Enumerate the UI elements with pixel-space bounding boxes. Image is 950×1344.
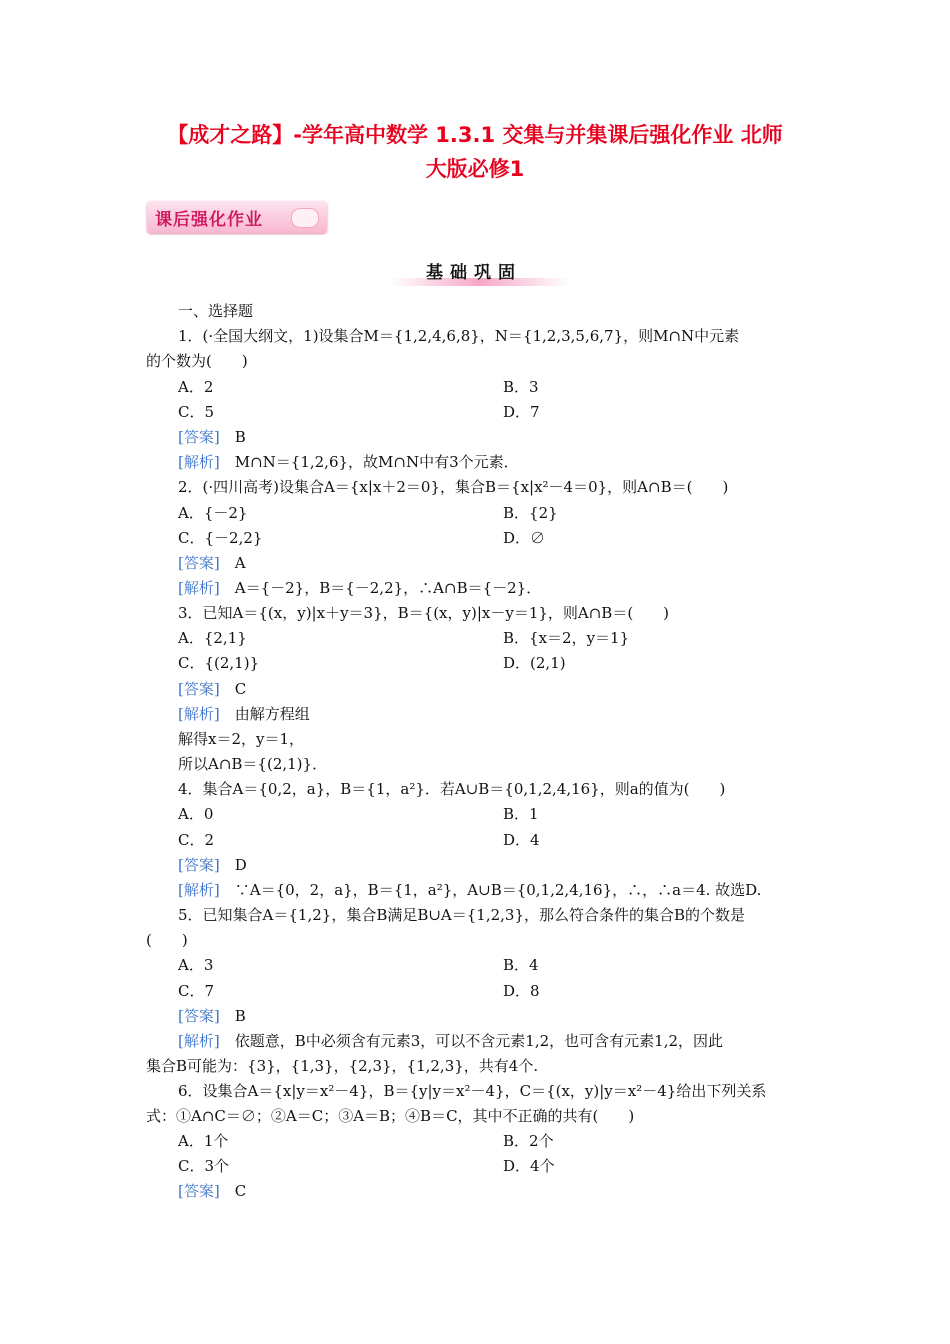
q4-explanation xyxy=(178,879,761,901)
q2-option-d: D．∅ xyxy=(503,529,546,547)
q5-answer xyxy=(178,1005,246,1027)
q3-option-c: C．{(2,1)} xyxy=(178,654,260,672)
q3-option-d: D．(2,1) xyxy=(503,654,566,672)
banner-label: 课后强化作业 xyxy=(155,210,263,230)
q6-option-c: C．3个 xyxy=(178,1157,230,1175)
explanation-tag: [解析] xyxy=(178,705,220,723)
q3-answer xyxy=(178,678,246,700)
q2-option-b: B．{2} xyxy=(503,504,558,522)
answer-tag: [答案] xyxy=(178,856,220,874)
q3-explanation-line3: 所以A∩B＝{(2,1)}． xyxy=(178,755,328,773)
q1-explanation xyxy=(178,451,519,473)
q4-option-d: D．4 xyxy=(503,831,540,849)
q6-stem-line2: 式：①A∩C＝∅；②A＝C；③A＝B；④B＝C，其中不正确的共有( ) xyxy=(146,1107,635,1125)
q1-answer xyxy=(178,426,246,448)
answer-tag: [答案] xyxy=(178,554,220,572)
q1-option-d: D．7 xyxy=(503,403,540,421)
q5-option-c: C．7 xyxy=(178,982,215,1000)
q4-option-a: A．0 xyxy=(178,805,214,823)
title-line-2: 大版必修1 xyxy=(425,157,525,181)
q5-explanation xyxy=(178,1030,723,1052)
answer-tag: [答案] xyxy=(178,680,220,698)
q4-stem-line1: 4．集合A＝{0,2，a}，B＝{1，a²}．若A∪B＝{0,1,2,4,16}，则a的值为( ) xyxy=(178,780,726,798)
answer-value: C xyxy=(234,1182,247,1200)
q1-option-a: A．2 xyxy=(178,378,214,396)
q6-stem-line1: 6．设集合A＝{x|y＝x²－4}，B＝{y|y＝x²－4}，C＝{(x，y)|y＝x²－4}给出下列关系 xyxy=(178,1082,767,1100)
q4-option-b: B．1 xyxy=(503,805,539,823)
title-line-1: 【成才之路】-学年高中数学 1.3.1 交集与并集课后强化作业 北师 xyxy=(167,123,783,147)
q4-option-c: C．2 xyxy=(178,831,215,849)
q5-stem-line2: ( ) xyxy=(146,931,188,949)
document-title xyxy=(120,118,830,186)
explanation-tag: [解析] xyxy=(178,453,220,471)
q5-option-d: D．8 xyxy=(503,982,540,1000)
answer-tag: [答案] xyxy=(178,1007,220,1025)
answer-value: C xyxy=(234,680,247,698)
explanation-text: ∵A＝{0，2，a}，B＝{1，a²}，A∪B＝{0,1,2,4,16}，∴，∴a＝4. 故选D. xyxy=(234,881,762,899)
q5-explanation-line2: 集合B可能为：{3}，{1,3}，{2,3}，{1,2,3}，共有4个. xyxy=(146,1057,539,1075)
q6-option-d: D．4个 xyxy=(503,1157,555,1175)
q3-option-b: B．{x＝2，y＝1} xyxy=(503,629,630,647)
answer-value: B xyxy=(234,1007,246,1025)
q5-stem-line1: 5．已知集合A＝{1,2}，集合B满足B∪A＝{1,2,3}，那么符合条件的集合B的个数是 xyxy=(178,906,746,924)
part-heading: 一、选择题 xyxy=(178,302,254,320)
q6-option-b: B．2个 xyxy=(503,1132,554,1150)
section-heading xyxy=(390,258,570,288)
q3-explanation xyxy=(178,703,310,725)
q3-option-a: A．{2,1} xyxy=(178,629,247,647)
q1-option-b: B．3 xyxy=(503,378,539,396)
q2-option-a: A．{－2} xyxy=(178,504,248,522)
q5-option-b: B．4 xyxy=(503,956,539,974)
homework-banner xyxy=(147,201,327,233)
answer-value: D xyxy=(234,856,247,874)
q3-explanation-line2: 解得x＝2，y＝1， xyxy=(178,730,305,748)
q3-stem-line1: 3．已知A＝{(x，y)|x＋y＝3}，B＝{(x，y)|x－y＝1}，则A∩B＝( ) xyxy=(178,604,670,622)
answer-value: A xyxy=(234,554,246,572)
q2-answer xyxy=(178,552,246,574)
q1-stem-line1: 1．(·全国大纲文，1)设集合M＝{1,2,4,6,8}，N＝{1,2,3,5,6,7}，则M∩N中元素 xyxy=(178,327,740,345)
q6-option-a: A．1个 xyxy=(178,1132,229,1150)
explanation-tag: [解析] xyxy=(178,579,220,597)
q5-option-a: A．3 xyxy=(178,956,214,974)
explanation-tag: [解析] xyxy=(178,1032,220,1050)
answer-value: B xyxy=(234,428,246,446)
explanation-text: M∩N＝{1,2,6}，故M∩N中有3个元素． xyxy=(234,453,519,471)
q2-option-c: C．{－2,2} xyxy=(178,529,263,547)
diamond-icon xyxy=(291,208,319,228)
q2-explanation xyxy=(178,577,541,599)
section-label: 基础巩固 xyxy=(426,263,522,283)
explanation-text: A＝{－2}，B＝{－2,2}，∴A∩B＝{－2}． xyxy=(234,579,542,597)
answer-tag: [答案] xyxy=(178,428,220,446)
q2-stem-line1: 2．(·四川高考)设集合A＝{x|x＋2＝0}，集合B＝{x|x²－4＝0}，则A∩B＝( ) xyxy=(178,478,729,496)
q4-answer xyxy=(178,854,247,876)
q1-stem-line2: 的个数为( ) xyxy=(146,352,248,370)
explanation-tag: [解析] xyxy=(178,881,220,899)
q6-answer xyxy=(178,1180,246,1202)
q1-option-c: C．5 xyxy=(178,403,215,421)
explanation-text: 依题意，B中必须含有元素3，可以不含元素1,2，也可含有元素1,2，因此 xyxy=(234,1032,724,1050)
explanation-text: 由解方程组 xyxy=(234,705,310,723)
answer-tag: [答案] xyxy=(178,1182,220,1200)
